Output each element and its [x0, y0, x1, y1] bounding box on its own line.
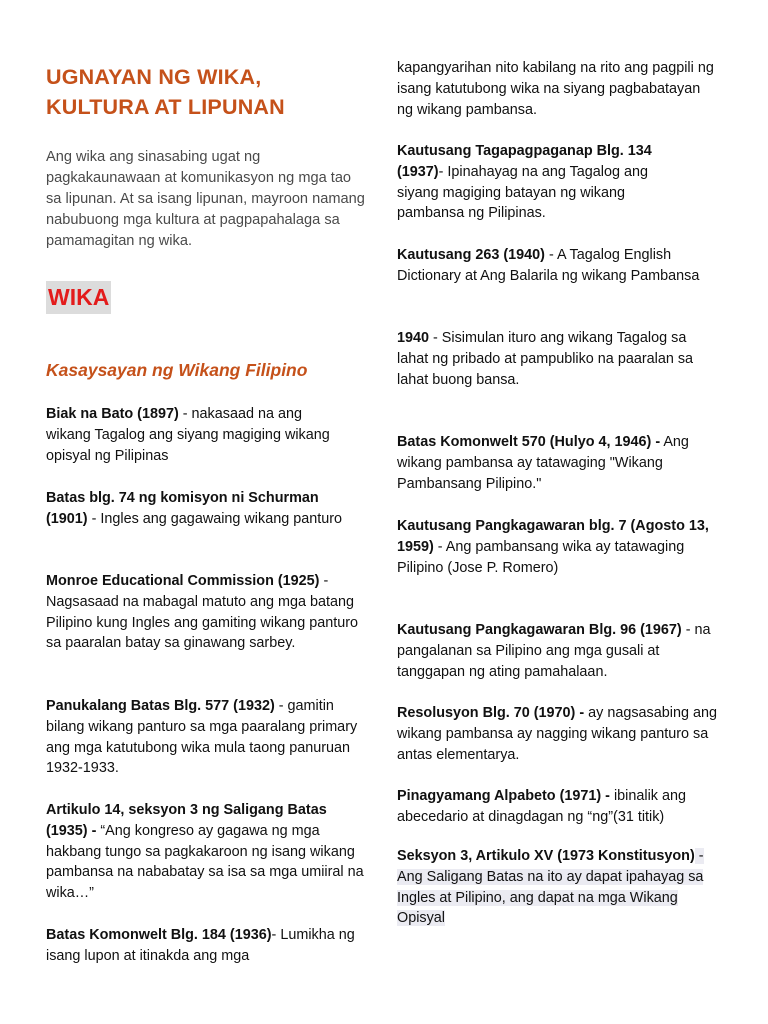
entry-kautusan-7	[397, 516, 719, 578]
entry-text: - Ingles ang gagawaing wikang panturo	[87, 510, 343, 527]
entry-1940	[397, 328, 713, 390]
entry-text: - Sisimulan ituro ang wikang Tagalog sa lahat ng pribado at pampubliko na paaralan sa lahat buong bansa.	[397, 330, 694, 388]
entry-title: Resolusyon Blg. 70 (1970) -	[397, 705, 585, 721]
entry-text: - Ang pambansang wika ay tatawaging Pilipino (Jose P. Romero)	[397, 538, 685, 576]
entry-title: Kautusang Pangkagawaran blg. 7 (Agosto 13, 1959)	[397, 518, 709, 555]
entry-text: - na pangalanan sa Pilipino ang mga gusali at tanggapan ng ating pamahalaan.	[397, 622, 711, 680]
entry-text: ibinalik ang abecedario at dinagdagan ng “ng”(31 titik)	[397, 788, 686, 825]
entry-panukalang-577	[46, 696, 364, 779]
entry-text: - Lumikha ng isang lupon at itinakda ang mga	[46, 927, 355, 964]
entry-batas-74	[46, 488, 348, 530]
intro-paragraph: Ang wika ang sinasabing ugat ng pagkakaunawaan at komunikasyon ng mga tao sa lipunan. At sa isang lipunan, mayroon namang nabubuong mga kultura at pagpapahalaga sa pamamagitan ng wika.	[46, 149, 365, 249]
entry-alpabeto	[397, 786, 727, 828]
entry-text: - Ipinahayag na ang Tagalog ang siyang magiging batayan ng wikang pambansa ng Pilipinas.	[397, 163, 648, 222]
entry-title: Kautusang 263 (1940)	[397, 247, 545, 263]
page-title: UGNAYAN NG WIKA, KULTURA AT LIPUNAN	[46, 65, 285, 119]
entry-text: Ang wikang pambansa ay tatawaging "Wikang Pambansang Pilipino."	[397, 434, 689, 492]
entry-seksyon-3	[397, 846, 721, 929]
entry-title: Pinagyamang Alpabeto (1971) -	[397, 788, 610, 804]
entry-title: Biak na Bato (1897)	[46, 406, 179, 422]
entry-artikulo-14	[46, 800, 364, 904]
entry-text: - A Tagalog English Dictionary at Ang Balarila ng wikang Pambansa	[397, 247, 700, 284]
section-heading: WIKA	[46, 281, 111, 314]
entry-text: - Ang Saligang Batas na ito ay dapat ipahayag sa Ingles at Pilipino, ang dapat na mga Wikang Opisyal	[397, 848, 704, 927]
entry-batas-184	[46, 925, 368, 967]
entry-kautusan-263	[397, 245, 707, 287]
entry-title: Kautusang Pangkagawaran Blg. 96 (1967)	[397, 622, 682, 638]
entry-title: Artikulo 14, seksyon 3 ng Saligang Batas (1935) -	[46, 802, 327, 839]
subheading: Kasaysayan ng Wikang Filipino	[46, 360, 308, 380]
entry-kautusan-134	[397, 141, 687, 224]
entry-continuation	[397, 58, 715, 120]
entry-batas-570	[397, 432, 719, 494]
entry-title: 1940	[397, 330, 430, 346]
entry-resolusyon-70	[397, 703, 719, 765]
entry-title: Batas Komonwelt 570 (Hulyo 4, 1946) -	[397, 434, 661, 450]
entry-kautusan-96	[397, 620, 723, 682]
entry-text: - gamitin bilang wikang panturo sa mga paaralang primary ang mga katutubong wika mula taong panuruan 1932-1933.	[46, 698, 358, 777]
entry-text: “Ang kongreso ay gagawa ng mga hakbang tungo sa pagkakaroon ng isang wikang pambansa na nababatay sa isa sa mga umiiral na wika…”	[46, 822, 364, 902]
entry-title: Seksyon 3, Artikulo XV (1973 Konstitusyon)	[397, 848, 695, 864]
entry-text: - nakasaad na ang wikang Tagalog ang siyang magiging wikang opisyal ng Pilipinas	[46, 406, 330, 464]
entry-text: ay nagsasabing ang wikang pambansa ay nagging wikang panturo sa antas elementarya.	[397, 705, 717, 763]
entry-title: Panukalang Batas Blg. 577 (1932)	[46, 698, 275, 714]
entry-text: - Nagsasaad na mabagal matuto ang mga batang Pilipino kung Ingles ang gamiting wikang panturo sa paaralan batay sa ginawang sarbey.	[46, 573, 358, 652]
entry-title: Monroe Educational Commission (1925)	[46, 573, 320, 589]
entry-title: Kautusang Tagapagpaganap Blg. 134 (1937)	[397, 143, 652, 180]
entry-text: kapangyarihan nito kabilang na rito ang pagpili ng isang katutubong wika na siyang pagbabatayan ng wikang pambansa.	[397, 60, 714, 118]
entry-title: Batas blg. 74 ng komisyon ni Schurman (1901)	[46, 490, 319, 527]
entry-monroe	[46, 571, 364, 654]
entry-biak-na-bato	[46, 404, 338, 466]
entry-title: Batas Komonwelt Blg. 184 (1936)	[46, 927, 272, 943]
